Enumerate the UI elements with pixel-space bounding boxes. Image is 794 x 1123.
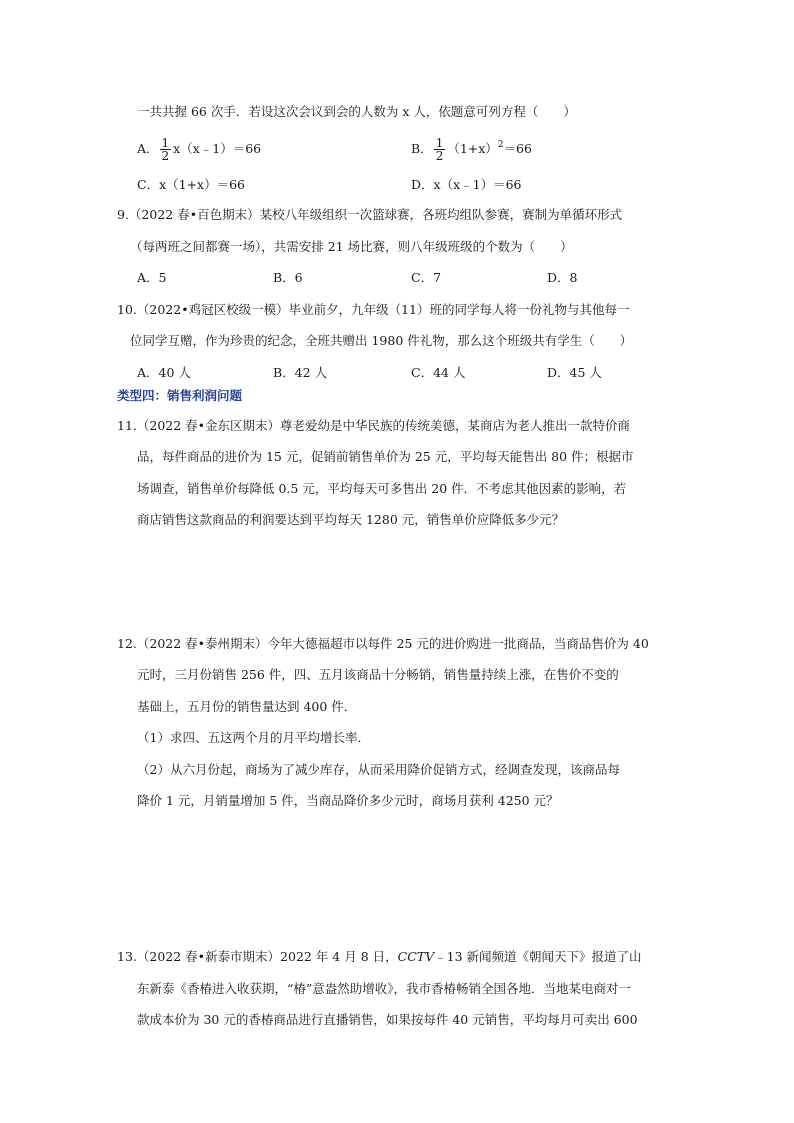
q13-cctv: CCTV bbox=[397, 949, 435, 964]
q8-option-b-mid: （1+x） bbox=[447, 141, 498, 156]
q13-line-1-b: ﹣13 新闻频道《朝闻天下》报道了山 bbox=[434, 949, 642, 964]
q11-line-2: 品，每件商品的进价为 15 元，促销前销售单价为 25 元，平均每天能售出 80 件；根据市 bbox=[137, 449, 634, 464]
fraction-numerator: 1 bbox=[161, 136, 170, 150]
q11-line-3: 场调查，销售单价每降低 0.5 元，平均每天可多售出 20 件．不考虑其他因素的影响，若 bbox=[137, 481, 627, 496]
fraction-denominator: 2 bbox=[161, 149, 170, 163]
q8-option-a bbox=[137, 137, 261, 162]
q9-option-d: D．8 bbox=[547, 270, 578, 285]
q8-option-b bbox=[411, 137, 532, 162]
q10-line-2: 位同学互赠，作为珍贵的纪念，全班共赠出 1980 件礼物，那么这个班级共有学生（ ） bbox=[130, 333, 633, 348]
q8-option-c: C．x（1+x）＝66 bbox=[137, 177, 245, 192]
q10-option-a: A．40 人 bbox=[137, 365, 191, 380]
q8-option-a-fraction bbox=[160, 137, 172, 162]
q12-line-1: 12.（2022 春•泰州期末）今年大德福超市以每件 25 元的进价购进一批商品，当商品售价为 40 bbox=[117, 636, 649, 651]
q13-line-3: 款成本价为 30 元的香椿商品进行直播销售，如果按每件 40 元销售，平均每月可卖出 600 bbox=[137, 1012, 638, 1027]
q12-line-3: 基础上，五月份的销售量达到 400 件． bbox=[137, 699, 357, 714]
fraction-numerator: 1 bbox=[435, 136, 444, 150]
q8-stem-tail: 一共共握 66 次手．若设这次会议到会的人数为 x 人，依题意可列方程（ ） bbox=[137, 104, 576, 119]
q10-line-1: 10.（2022•鸡冠区校级一模）毕业前夕，九年级（11）班的同学每人将一份礼物与其他每一 bbox=[117, 302, 630, 317]
q13-line-1 bbox=[117, 949, 642, 965]
q9-option-b: B．6 bbox=[273, 270, 303, 285]
q11-line-4: 商店销售这款商品的利润要达到平均每天 1280 元，销售单价应降低多少元？ bbox=[137, 512, 565, 527]
q8-option-b-tail: ＝66 bbox=[503, 141, 532, 156]
section-heading: 类型四：销售利润问题 bbox=[117, 388, 243, 403]
q8-option-b-exponent: 2 bbox=[497, 140, 504, 150]
q9-option-c: C．7 bbox=[411, 270, 442, 285]
q8-option-d: D．x（x﹣1）＝66 bbox=[411, 177, 522, 192]
q10-option-d: D．45 人 bbox=[547, 365, 602, 380]
q12-line-4: （1）求四、五这两个月的月平均增长率． bbox=[137, 730, 370, 745]
q12-line-6: 降价 1 元，月销量增加 5 件，当商品降价多少元时，商场月获利 4250 元？ bbox=[137, 793, 559, 808]
q13-line-1-a: 13.（2022 春•新泰市期末）2022 年 4 月 8 日， bbox=[117, 949, 398, 964]
q12-line-2: 元时，三月份销售 256 件，四、五月该商品十分畅销，销售量持续上涨，在售价不变的 bbox=[137, 667, 619, 682]
q8-option-b-fraction bbox=[434, 137, 446, 162]
q8-option-b-prefix: B． bbox=[411, 141, 433, 156]
q9-line-2: （每两班之间都赛一场），共需安排 21 场比赛，则八年级班级的个数为（ ） bbox=[130, 239, 573, 254]
q10-option-c: C．44 人 bbox=[411, 365, 466, 380]
q12-line-5: （2）从六月份起，商场为了减少库存，从而采用降价促销方式，经调查发现，该商品每 bbox=[137, 762, 620, 777]
q10-option-b: B．42 人 bbox=[273, 365, 328, 380]
q8-option-a-prefix: A． bbox=[137, 141, 159, 156]
q8-option-a-tail: x（x﹣1）＝66 bbox=[173, 141, 262, 156]
q9-option-a: A．5 bbox=[137, 270, 167, 285]
q11-line-1: 11.（2022 春•金东区期末）尊老爱幼是中华民族的传统美德，某商店为老人推出一款特价商 bbox=[117, 418, 631, 433]
fraction-denominator: 2 bbox=[435, 149, 444, 163]
q13-line-2: 东新泰《香椿进入收获期，“椿”意盎然助增收》，我市香椿畅销全国各地．当地某电商对一 bbox=[137, 981, 632, 996]
q9-line-1: 9.（2022 春•百色期末）某校八年级组织一次篮球赛，各班均组队参赛，赛制为单循环形式 bbox=[117, 207, 623, 222]
